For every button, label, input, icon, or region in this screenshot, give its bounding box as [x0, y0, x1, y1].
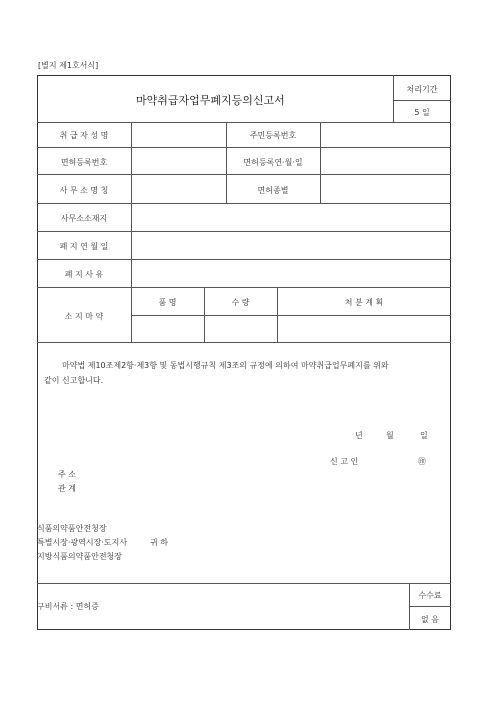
label-license-type: 면허종별: [257, 186, 289, 195]
required-documents: 구비서류 : 면허증: [37, 602, 99, 611]
label-office-name: 사 무 소 명 칭: [59, 186, 109, 195]
label-closure-date: 폐 지 연 월 일: [59, 242, 109, 251]
statement-line-1: 마약법 제10조제2항·제3항 및 동법시행규칙 제3조의 규정에 의하여 마약취급업무폐지를 위와: [62, 361, 389, 370]
relation-label: 관 계: [58, 484, 76, 493]
label-resident-no: 주민등록번호: [249, 131, 297, 140]
row-line: [37, 259, 451, 260]
label-possessed-drugs: 소 지 마 약: [64, 312, 104, 321]
label-license-date: 면허등록연·월·일: [243, 158, 303, 167]
fee-value: 없 음: [421, 615, 439, 624]
drug-table-column: [277, 287, 278, 342]
form-title: 마약취급자업무폐지등의신고서: [136, 94, 285, 107]
col-disposal-plan: 처 분 계 획: [344, 298, 384, 307]
column-line: [320, 122, 321, 203]
processing-value: 5 일: [414, 108, 430, 117]
seal-mark: ㊞: [418, 457, 426, 466]
label-handler-name: 취 급 자 성 명: [59, 131, 109, 140]
row-line: [37, 231, 451, 232]
recipient-honorific: 귀 하: [150, 538, 168, 547]
label-office-address: 사무소소재지: [60, 214, 108, 223]
address-label: 주 소: [58, 470, 76, 479]
fee-label: 수수료: [418, 591, 442, 600]
declarant-label: 신 고 인: [330, 457, 359, 466]
label-closure-reason: 폐 지 사 유: [64, 270, 104, 279]
processing-label: 처리기간: [406, 85, 438, 94]
date-month: 월: [386, 431, 394, 440]
recipient-line-3: 지방식품의약품안전청장: [37, 552, 123, 561]
col-quantity: 수 량: [231, 298, 250, 307]
date-day: 일: [420, 431, 428, 440]
label-column-line: [131, 122, 132, 342]
row-line: [37, 342, 451, 343]
col-product: 품 명: [158, 298, 177, 307]
statement-line-2: 같이 신고합니다.: [44, 376, 104, 385]
recipient-line-2: 특별시장·광역시장·도지사: [37, 538, 128, 547]
drug-table-column: [204, 287, 205, 342]
processing-divider: [393, 100, 451, 101]
date-year: 년: [355, 431, 363, 440]
fee-line: [409, 606, 451, 607]
header-bottom-line: [37, 122, 451, 123]
label-license-no: 면허등록번호: [60, 158, 108, 167]
row-line: [37, 203, 451, 204]
recipient-line-1: 식품의약품안전청장: [37, 524, 107, 533]
form-number: [별지 제1호서식]: [38, 61, 99, 70]
row-line: [37, 287, 451, 288]
footer-top-line: [37, 583, 451, 584]
row-line: [37, 147, 451, 148]
row-line: [37, 174, 451, 175]
drug-table-line: [131, 315, 451, 316]
